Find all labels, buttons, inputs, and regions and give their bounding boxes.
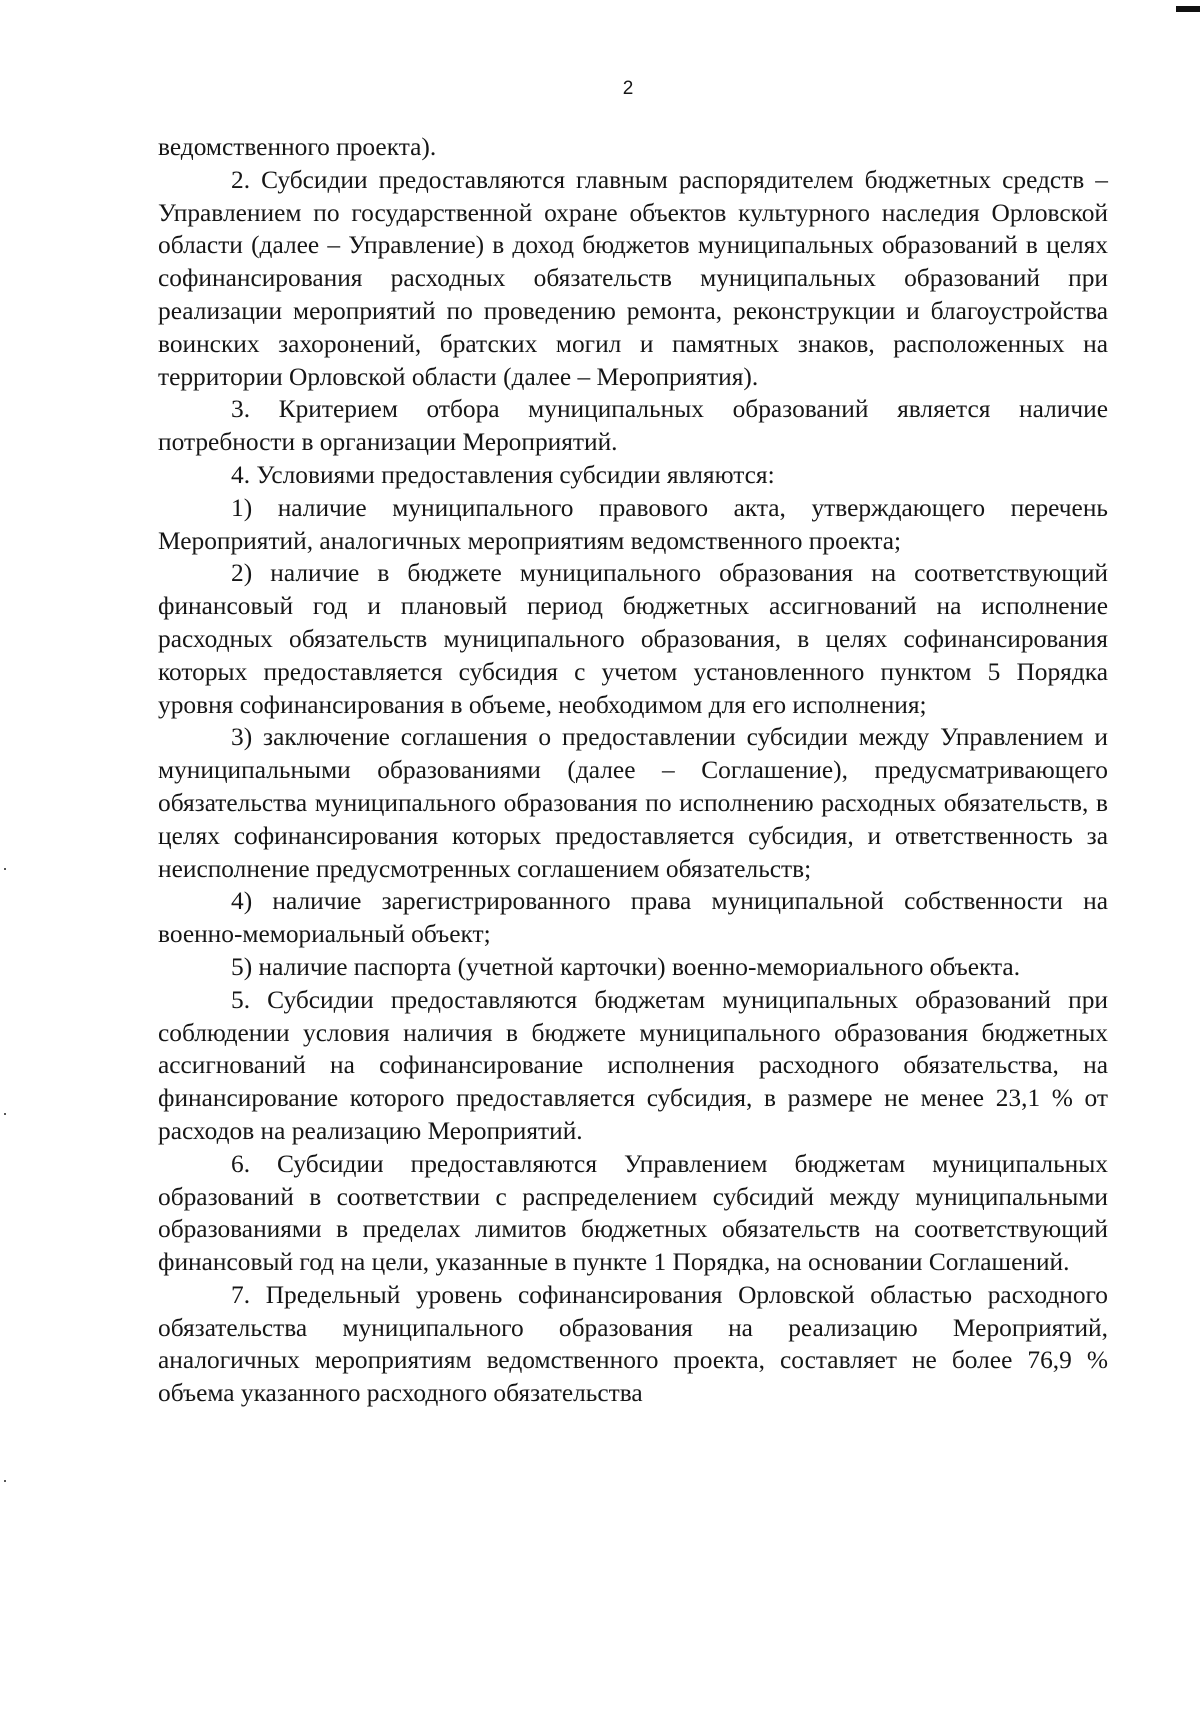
paragraph-condition-4: 4) наличие зарегистрированного права муниципальной собственности на военно-мемориальный объект; — [158, 887, 1108, 949]
paragraph-condition-5: 5) наличие паспорта (учетной карточки) военно-мемориального объекта. — [231, 952, 1021, 981]
paragraph-clause-6: 6. Субсидии предоставляются Управлением бюджетам муниципальных образований в соответствии с распределением субсидий между муниципальными образованиями в пределах лимитов бюджетных обязательств на соответствующий финансовый год на цели, указанные в пункте 1 Порядка, на основании Соглашений. — [158, 1149, 1108, 1277]
paragraph-continuation: ведомственного проекта). — [158, 133, 437, 161]
paragraph-clause-4: 4. Условиями предоставления субсидии являются: — [231, 460, 775, 489]
scan-speck — [4, 1113, 6, 1115]
document-body — [158, 131, 1108, 1410]
paragraph-clause-2: 2. Субсидии предоставляются главным распорядителем бюджетных средств – Управлением по государственной охране объектов культурного наследия Орловской области (далее – Управление) в доход бюджетов муниципальных образований в целях софинансирования расходных обязательств муниципальных образований при реализации мероприятий по проведению ремонта, реконструкции и благоустройства воинских захоронений, братских могил и памятных знаков, расположенных на территории Орловской области (далее – Мероприятия). — [158, 165, 1108, 391]
scan-speck — [4, 1480, 6, 1482]
scan-edge-mark — [1176, 6, 1200, 12]
paragraph-clause-3: 3. Критерием отбора муниципальных образований является наличие потребности в организации Мероприятий. — [158, 395, 1108, 457]
paragraph-clause-5: 5. Субсидии предоставляются бюджетам муниципальных образований при соблюдении условия наличия в бюджете муниципального образования бюджетных ассигнований на софинансирование исполнения расходного обязательства, на финансирование которого предоставляется субсидия, в размере не менее 23,1 % от расходов на реализацию Мероприятий. — [158, 985, 1108, 1145]
paragraph-clause-7: 7. Предельный уровень софинансирования Орловской областью расходного обязательства муниципального образования на реализацию Мероприятий, аналогичных мероприятиям ведомственного проекта, составляет не более 76,9 % объема указанного расходного обязательства — [158, 1280, 1108, 1408]
paragraph-condition-1: 1) наличие муниципального правового акта, утверждающего перечень Мероприятий, аналогичных мероприятиям ведомственного проекта; — [158, 493, 1108, 555]
paragraph-condition-2: 2) наличие в бюджете муниципального образования на соответствующий финансовый год и плановый период бюджетных ассигнований на исполнение расходных обязательств муниципального образования, в целях софинансирования которых предоставляется субсидия с учетом установленного пунктом 5 Порядка уровня софинансирования в объеме, необходимом для его исполнения; — [158, 559, 1108, 719]
paragraph-condition-3: 3) заключение соглашения о предоставлении субсидии между Управлением и муниципальными образованиями (далее – Соглашение), предусматривающего обязательства муниципального образования по исполнению расходных обязательств, в целях софинансирования которых предоставляется субсидия, и ответственность за неисполнение предусмотренных соглашением обязательств; — [158, 723, 1108, 883]
page-number: 2 — [622, 78, 634, 99]
scan-speck — [4, 868, 6, 870]
